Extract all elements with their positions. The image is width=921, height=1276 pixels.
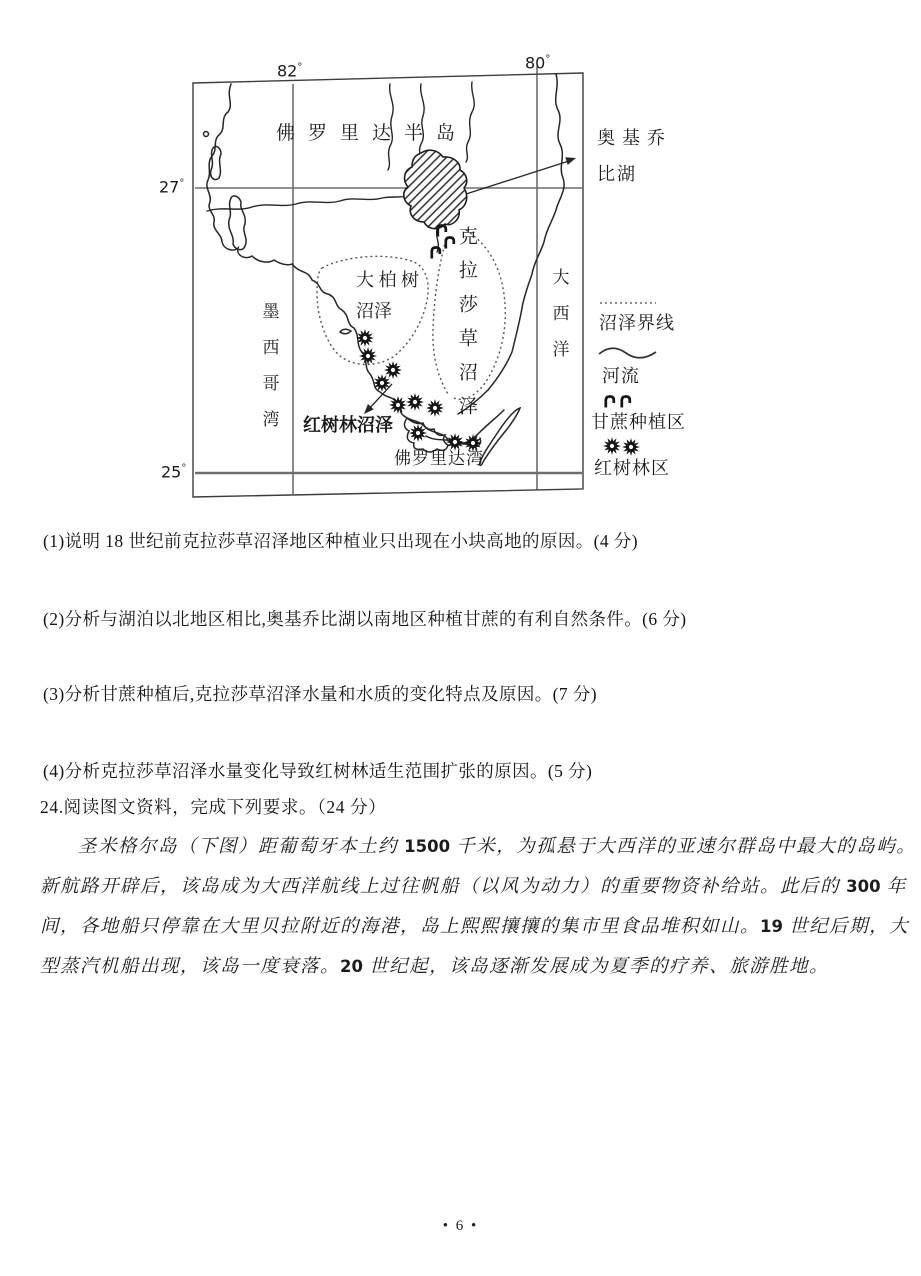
- longitude-80-label: 80°: [525, 53, 551, 73]
- paragraph-line: 型蒸汽机船出现，该岛一度衰落。20 世纪起，该岛逐渐发展成为夏季的疗养、旅游胜地。: [40, 957, 830, 977]
- question-4: (4)分析克拉莎草沼泽水量变化导致红树林适生范围扩张的原因。(5 分): [43, 761, 593, 781]
- lake-okeechobee-label-line2: 比湖: [597, 164, 637, 184]
- florida-bay-label: 佛罗里达湾: [394, 449, 484, 468]
- big-cypress-label-line2: 沼泽: [356, 301, 392, 321]
- mangrove-swamp-label: 红树林沼泽: [303, 415, 393, 435]
- mangrove-legend-icon: [603, 437, 621, 455]
- atlantic-ocean-label: 大西洋: [549, 268, 569, 376]
- lake-okeechobee-label-line1: 奥基乔: [597, 128, 672, 148]
- question-24-paragraph: [40, 827, 917, 987]
- paragraph-line: 间，各地船只停靠在大里贝拉附近的海港，岛上熙熙攘攘的集市里食品堆积如山。19 世纪后期，大: [40, 917, 910, 937]
- latitude-27-label: 27°: [159, 177, 185, 197]
- florida-peninsula-label: 佛罗里达半岛: [276, 123, 469, 144]
- big-cypress-label-line1: 大 柏 树: [356, 270, 419, 290]
- mangrove-label-arrow: [364, 384, 392, 414]
- sugarcane-legend-icon: [606, 397, 614, 408]
- latitude-25-label: 25°: [161, 462, 187, 482]
- legend-sugarcane-label: 甘蔗种植区: [591, 412, 686, 432]
- paragraph-line: 新航路开辟后，该岛成为大西洋航线上过往帆船（以风为动力）的重要物资补给站。此后的 300 年: [40, 877, 907, 897]
- page-number: • 6 •: [442, 1218, 479, 1234]
- paragraph-line: 圣米格尔岛（下图）距葡萄牙本土约 1500 千米，为孤悬于大西洋的亚速尔群岛中最大的岛屿。: [78, 837, 917, 857]
- question-24-heading: 24.阅读图文资料，完成下列要求。（24 分）: [40, 797, 387, 817]
- legend-mangrove-label: 红树林区: [594, 458, 670, 478]
- mangrove-legend-icon: [622, 438, 640, 456]
- question-2: (2)分析与湖泊以北地区相比,奥基乔比湖以南地区种植甘蔗的有利自然条件。(6 分): [43, 609, 687, 629]
- longitude-82-label: 82°: [277, 61, 303, 81]
- everglades-sawgrass-swamp-label: 克拉莎草沼泽: [455, 226, 477, 430]
- lake-okeechobee: [404, 150, 467, 228]
- legend-swamp-boundary-label: 沼泽界线: [599, 313, 675, 333]
- gulf-of-mexico-label: 墨西哥湾: [259, 302, 279, 446]
- sugarcane-icon: [432, 226, 454, 259]
- river-line-icon: [599, 348, 656, 358]
- question-1: (1)说明 18 世纪前克拉莎草沼泽地区种植业只出现在小块高地的原因。(4 分): [43, 531, 638, 551]
- question-3: (3)分析甘蔗种植后,克拉莎草沼泽水量和水质的变化特点及原因。(7 分): [43, 684, 597, 704]
- legend-river-label: 河流: [602, 366, 640, 386]
- sugarcane-legend-icon: [622, 397, 630, 408]
